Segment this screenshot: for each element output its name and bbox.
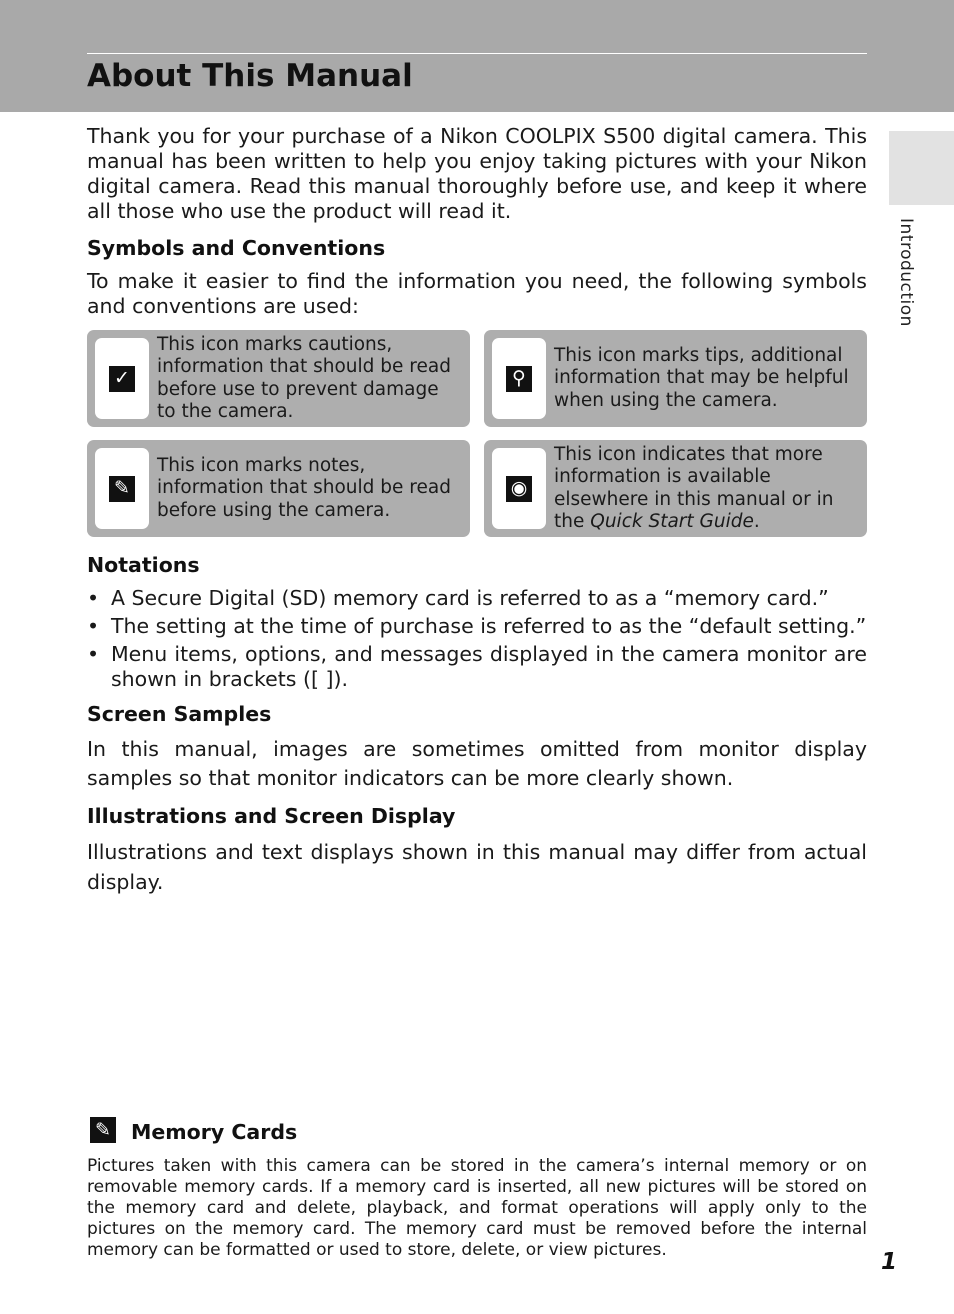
quick-start-guide-title: Quick Start Guide	[590, 511, 754, 532]
tips-text: This icon marks tips, additional information that may be helpful when using the camera.	[554, 344, 849, 411]
screen-samples-paragraph: In this manual, images are sometimes omitted from monitor display samples so that monitor indicators can be more clearly shown.	[87, 737, 867, 790]
notes-box	[87, 440, 470, 537]
screen-samples-heading: Screen Samples	[87, 702, 272, 726]
tips-icon: ⚲	[506, 366, 532, 392]
section-tab	[889, 131, 954, 205]
header-rule	[87, 53, 867, 54]
page-number: 1	[881, 1249, 898, 1275]
memory-cards-heading: Memory Cards	[131, 1120, 298, 1144]
reference-eye-icon: ◉	[506, 476, 532, 502]
reference-text-main: This icon indicates that more information is available elsewhere in this manual or in the	[554, 443, 834, 532]
bullet-dot: •	[87, 586, 100, 610]
caution-box	[87, 330, 470, 427]
notes-pencil-icon: ✎	[90, 1117, 116, 1143]
icon-tile	[95, 448, 149, 529]
caution-text: This icon marks cautions, information that should be read before use to prevent damage to the camera.	[157, 333, 451, 422]
list-item: • The setting at the time of purchase is referred to as the “default setting.”	[87, 614, 867, 638]
reference-text-end: .	[753, 511, 760, 532]
symbols-paragraph: To make it easier to find the information you need, the following symbols and conventions are used:	[87, 269, 867, 318]
notations-heading: Notations	[87, 553, 200, 577]
bullet-dot: •	[87, 614, 100, 638]
page-title: About This Manual	[87, 58, 413, 94]
section-label: Introduction	[896, 218, 916, 327]
list-item: • Menu items, options, and messages displayed in the camera monitor are shown in brackets ([ ]).	[87, 642, 867, 691]
icon-tile	[492, 338, 546, 419]
notes-pencil-icon: ✎	[109, 476, 135, 502]
symbols-heading: Symbols and Conventions	[87, 236, 386, 260]
header-band	[0, 0, 954, 112]
tips-box	[484, 330, 867, 427]
intro-paragraph: Thank you for your purchase of a Nikon COOLPIX S500 digital camera. This manual has been written to help you enjoy taking pictures with your Nikon digital camera. Read this manual thoroughly before use, and keep it where all those who use the product will read it.	[87, 124, 867, 223]
icon-tile	[95, 338, 149, 419]
reference-text	[554, 440, 857, 537]
notes-text: This icon marks notes, information that should be read before using the camera.	[157, 454, 451, 521]
list-item: • A Secure Digital (SD) memory card is referred to as a “memory card.”	[87, 586, 829, 610]
memory-cards-paragraph: Pictures taken with this camera can be stored in the camera’s internal memory or on removable memory cards. If a memory card is inserted, all new pictures will be stored on the memory card and delete, playback, and format operations will apply only to the pictures on the memory card. The memory card must be removed before the internal memory can be formatted or used to store, delete, or view pictures.	[87, 1156, 867, 1260]
illustrations-paragraph: Illustrations and text displays shown in this manual may differ from actual display.	[87, 840, 867, 894]
caution-check-icon: ✓	[109, 366, 135, 392]
icon-tile	[492, 448, 546, 529]
reference-box	[484, 440, 867, 537]
illustrations-heading: Illustrations and Screen Display	[87, 804, 456, 828]
bullet-dot: •	[87, 642, 100, 666]
